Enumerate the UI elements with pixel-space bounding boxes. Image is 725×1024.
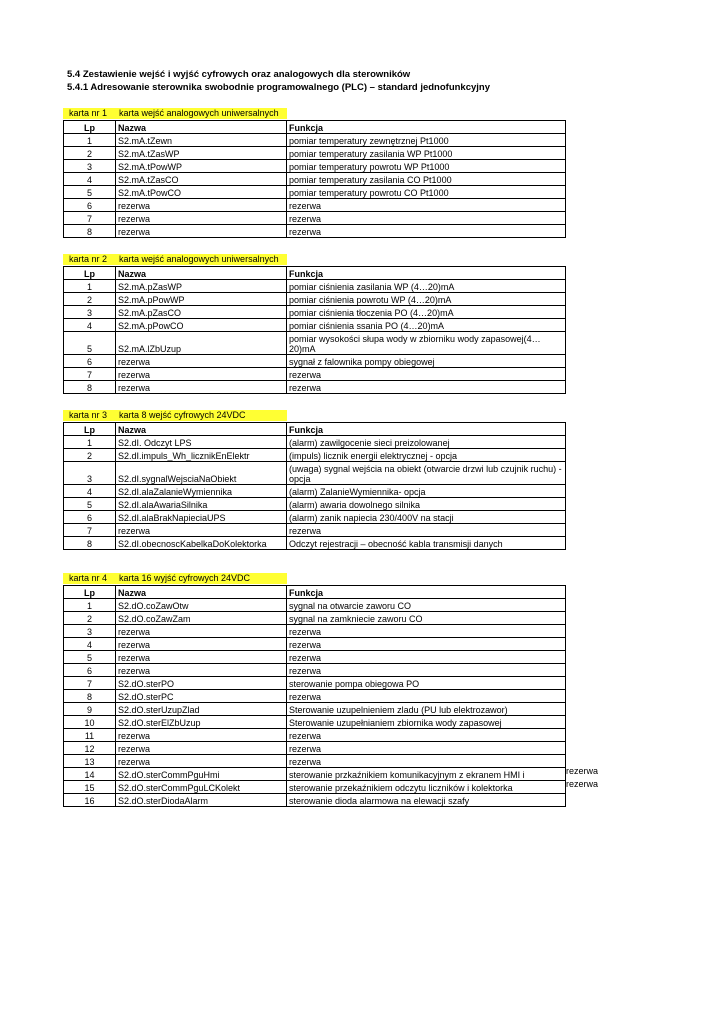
cell-nazwa: S2.dI.alaAwariaSilnika (116, 498, 287, 511)
cell-nazwa: rezerwa (116, 199, 287, 212)
table-row (64, 306, 566, 319)
cell-lp: 3 (64, 625, 116, 638)
cell-lp: 4 (64, 638, 116, 651)
table-row (64, 212, 566, 225)
cell-funkcja: pomiar temperatury powrotu CO Pt1000 (287, 186, 566, 199)
cell-nazwa: rezerwa (116, 212, 287, 225)
cell-funkcja: rezerwa (287, 381, 566, 394)
cell-nazwa: rezerwa (116, 225, 287, 238)
table-header-row (64, 586, 566, 599)
card-banner (63, 573, 565, 584)
cell-lp: 7 (64, 677, 116, 690)
cell-nazwa: S2.dI.impuls_Wh_licznikEnElektr (116, 449, 287, 462)
cell-funkcja: rezerwa (287, 755, 566, 768)
cell-funkcja: sygnal na zamkniecie zaworu CO (287, 612, 566, 625)
cell-nazwa: rezerwa (116, 651, 287, 664)
table-row (64, 716, 566, 729)
header-funkcja: Funkcja (287, 267, 566, 280)
cell-lp: 8 (64, 537, 116, 550)
table-row (64, 436, 566, 449)
cell-nazwa: S2.dO.sterPC (116, 690, 287, 703)
cell-lp: 6 (64, 199, 116, 212)
cell-lp: 1 (64, 436, 116, 449)
table-header-row (64, 121, 566, 134)
table-row (64, 368, 566, 381)
cell-lp: 12 (64, 742, 116, 755)
table-row (64, 729, 566, 742)
table-row (64, 332, 566, 355)
cell-nazwa: S2.dI.alaBrakNapieciaUPS (116, 511, 287, 524)
cell-nazwa: S2.mA.tPowWP (116, 160, 287, 173)
header-nazwa: Nazwa (116, 423, 287, 436)
cell-nazwa: S2.mA.pPowWP (116, 293, 287, 306)
cell-funkcja: (alarm) ZalanieWymiennika- opcja (287, 485, 566, 498)
table-row (64, 280, 566, 293)
cell-nazwa: S2.dO.sterCommPguLCKolekt (116, 781, 287, 794)
card-4-section (63, 573, 565, 807)
cell-nazwa: rezerwa (116, 638, 287, 651)
header-nazwa: Nazwa (116, 121, 287, 134)
cell-lp: 5 (64, 498, 116, 511)
cell-funkcja: rezerwa (287, 651, 566, 664)
cell-funkcja: pomiar wysokości słupa wody w zbiorniku wody zapasowej(4…20)mA (287, 332, 566, 355)
cell-lp: 3 (64, 306, 116, 319)
cell-nazwa: S2.dI.obecnoscKabelkaDoKolektorka (116, 537, 287, 550)
header-lp: Lp (64, 121, 116, 134)
cell-funkcja: sygnał z falownika pompy obiegowej (287, 355, 566, 368)
cell-funkcja: rezerwa (287, 729, 566, 742)
cell-funkcja: (impuls) licznik energii elektrycznej - opcja (287, 449, 566, 462)
cell-nazwa: rezerwa (116, 742, 287, 755)
card-banner (63, 108, 565, 119)
table-row (64, 355, 566, 368)
subsection-heading: 5.4.1 Adresowanie sterownika swobodnie programowalnego (PLC) – standard jednofunkcyjny (67, 82, 491, 93)
cell-lp: 3 (64, 462, 116, 485)
cell-lp: 5 (64, 651, 116, 664)
cell-lp: 9 (64, 703, 116, 716)
table-row (64, 612, 566, 625)
cell-lp: 5 (64, 332, 116, 355)
cell-funkcja: (alarm) zawilgocenie sieci preizolowanej (287, 436, 566, 449)
cell-funkcja: rezerwa (287, 524, 566, 537)
table-row (64, 677, 566, 690)
cell-funkcja: pomiar temperatury zasilania CO Pt1000 (287, 173, 566, 186)
card-banner (63, 410, 565, 421)
io-table (63, 422, 566, 550)
cell-nazwa: rezerwa (116, 355, 287, 368)
cell-nazwa: rezerwa (116, 524, 287, 537)
cell-nazwa: S2.mA.pZasWP (116, 280, 287, 293)
cell-lp: 2 (64, 612, 116, 625)
cell-lp: 6 (64, 664, 116, 677)
card-3-section (63, 410, 565, 550)
cell-nazwa: rezerwa (116, 664, 287, 677)
table-row (64, 381, 566, 394)
table-row (64, 485, 566, 498)
cell-nazwa: rezerwa (116, 755, 287, 768)
cell-funkcja: Sterowanie uzupełnianiem zbiornika wody zapasowej (287, 716, 566, 729)
cell-funkcja: pomiar ciśnienia zasilania WP (4…20)mA (287, 280, 566, 293)
table-row (64, 199, 566, 212)
cell-lp: 2 (64, 449, 116, 462)
cell-lp: 1 (64, 599, 116, 612)
cell-nazwa: S2.dO.sterElZbUzup (116, 716, 287, 729)
cell-lp: 7 (64, 524, 116, 537)
card-label: karta nr 3 (69, 410, 108, 420)
cell-nazwa: S2.mA.tZasCO (116, 173, 287, 186)
cell-funkcja: pomiar temperatury powrotu WP Pt1000 (287, 160, 566, 173)
cell-nazwa: rezerwa (116, 368, 287, 381)
cell-nazwa: rezerwa (116, 381, 287, 394)
cell-nazwa: S2.dO.sterPO (116, 677, 287, 690)
card-label: karta nr 4 (69, 573, 108, 583)
cell-funkcja: rezerwa (287, 212, 566, 225)
cell-funkcja: sterowanie przkaźnikiem komunikacyjnym z ekranem HMI i (287, 768, 566, 781)
table-row (64, 755, 566, 768)
cell-lp: 11 (64, 729, 116, 742)
cell-funkcja: rezerwa (287, 199, 566, 212)
cell-funkcja: pomiar ciśnienia tłoczenia PO (4…20)mA (287, 306, 566, 319)
table-row (64, 498, 566, 511)
cell-funkcja: Odczyt rejestracji – obecność kabla transmisji danych (287, 537, 566, 550)
cell-nazwa: S2.mA.tPowCO (116, 186, 287, 199)
cell-lp: 3 (64, 160, 116, 173)
table-row (64, 768, 566, 781)
table-row (64, 651, 566, 664)
cell-lp: 6 (64, 511, 116, 524)
card-label: karta nr 1 (69, 108, 108, 118)
table-row (64, 134, 566, 147)
cell-lp: 1 (64, 134, 116, 147)
cell-funkcja: pomiar ciśnienia powrotu WP (4…20)mA (287, 293, 566, 306)
cell-funkcja: (alarm) zanik napiecia 230/400V na stacji (287, 511, 566, 524)
cell-lp: 13 (64, 755, 116, 768)
cell-funkcja: (alarm) awaria dowolnego silnika (287, 498, 566, 511)
cell-funkcja: rezerwa (287, 742, 566, 755)
cell-lp: 15 (64, 781, 116, 794)
section-heading: 5.4 Zestawienie wejść i wyjść cyfrowych oraz analogowych dla sterowników (67, 69, 411, 80)
table-row (64, 690, 566, 703)
header-funkcja: Funkcja (287, 423, 566, 436)
cell-funkcja: rezerwa (287, 368, 566, 381)
card-description: karta 16 wyjść cyfrowych 24VDC (119, 573, 251, 583)
cell-funkcja: Sterowanie uzupelnieniem zladu (PU lub elektrozawor) (287, 703, 566, 716)
cell-funkcja: rezerwa (287, 690, 566, 703)
table-row (64, 462, 566, 485)
table-row (64, 173, 566, 186)
cell-lp: 2 (64, 293, 116, 306)
cell-nazwa: S2.dO.coZawOtw (116, 599, 287, 612)
table-row (64, 537, 566, 550)
table-row (64, 664, 566, 677)
cell-nazwa: S2.dI.sygnalWejsciaNaObiekt (116, 462, 287, 485)
cell-funkcja: sterowanie przekaźnikiem odczytu liczników i kolektorka (287, 781, 566, 794)
cell-nazwa: S2.dO.coZawZam (116, 612, 287, 625)
table-row (64, 449, 566, 462)
cell-lp: 14 (64, 768, 116, 781)
card-2-section (63, 254, 565, 394)
table-row (64, 319, 566, 332)
cell-lp: 4 (64, 485, 116, 498)
table-row (64, 293, 566, 306)
table-row (64, 794, 566, 807)
cell-lp: 8 (64, 381, 116, 394)
table-header-row (64, 267, 566, 280)
cell-nazwa: S2.mA.lZbUzup (116, 332, 287, 355)
cell-nazwa: S2.dO.sterCommPguHmi (116, 768, 287, 781)
side-note: rezerwa (566, 779, 599, 789)
cell-funkcja: pomiar ciśnienia ssania PO (4…20)mA (287, 319, 566, 332)
cell-funkcja: sterowanie dioda alarmowa na elewacji szafy (287, 794, 566, 807)
side-note: rezerwa (566, 766, 599, 776)
cell-lp: 1 (64, 280, 116, 293)
cell-funkcja: pomiar temperatury zewnętrznej Pt1000 (287, 134, 566, 147)
cell-lp: 10 (64, 716, 116, 729)
card-description: karta wejść analogowych uniwersalnych (119, 108, 279, 118)
cell-nazwa: S2.mA.tZasWP (116, 147, 287, 160)
cell-nazwa: S2.mA.pZasCO (116, 306, 287, 319)
cell-funkcja: rezerwa (287, 638, 566, 651)
cell-nazwa: S2.mA.tZewn (116, 134, 287, 147)
card-1-section (63, 108, 565, 238)
cell-funkcja: sterowanie pompa obiegowa PO (287, 677, 566, 690)
cell-nazwa: S2.dI. Odczyt LPS (116, 436, 287, 449)
table-row (64, 160, 566, 173)
io-table (63, 266, 566, 394)
header-nazwa: Nazwa (116, 586, 287, 599)
table-row (64, 781, 566, 794)
cell-lp: 8 (64, 690, 116, 703)
cell-nazwa: S2.mA.pPowCO (116, 319, 287, 332)
header-lp: Lp (64, 586, 116, 599)
table-row (64, 147, 566, 160)
table-header-row (64, 423, 566, 436)
table-row (64, 638, 566, 651)
cell-nazwa: rezerwa (116, 729, 287, 742)
cell-funkcja: pomiar temperatury zasilania WP Pt1000 (287, 147, 566, 160)
table-row (64, 225, 566, 238)
table-row (64, 703, 566, 716)
table-row (64, 599, 566, 612)
card-banner (63, 254, 565, 265)
table-row (64, 511, 566, 524)
cell-lp: 4 (64, 319, 116, 332)
header-funkcja: Funkcja (287, 586, 566, 599)
header-nazwa: Nazwa (116, 267, 287, 280)
cell-lp: 4 (64, 173, 116, 186)
header-lp: Lp (64, 423, 116, 436)
card-description: karta 8 wejść cyfrowych 24VDC (119, 410, 246, 420)
header-funkcja: Funkcja (287, 121, 566, 134)
table-row (64, 524, 566, 537)
card-label: karta nr 2 (69, 254, 108, 264)
cell-lp: 16 (64, 794, 116, 807)
cell-funkcja: rezerwa (287, 664, 566, 677)
cell-nazwa: S2.dI.alaZalanieWymiennika (116, 485, 287, 498)
cell-lp: 7 (64, 212, 116, 225)
card-description: karta wejść analogowych uniwersalnych (119, 254, 279, 264)
cell-nazwa: rezerwa (116, 625, 287, 638)
table-row (64, 186, 566, 199)
cell-lp: 2 (64, 147, 116, 160)
cell-funkcja: rezerwa (287, 625, 566, 638)
cell-funkcja: rezerwa (287, 225, 566, 238)
cell-lp: 8 (64, 225, 116, 238)
cell-lp: 5 (64, 186, 116, 199)
cell-lp: 7 (64, 368, 116, 381)
cell-nazwa: S2.dO.sterDiodaAlarm (116, 794, 287, 807)
cell-lp: 6 (64, 355, 116, 368)
header-lp: Lp (64, 267, 116, 280)
table-row (64, 625, 566, 638)
cell-nazwa: S2.dO.sterUzupZlad (116, 703, 287, 716)
io-table (63, 585, 566, 807)
io-table (63, 120, 566, 238)
table-row (64, 742, 566, 755)
cell-funkcja: sygnal na otwarcie zaworu CO (287, 599, 566, 612)
cell-funkcja: (uwaga) sygnal wejścia na obiekt (otwarcie drzwi lub czujnik ruchu) - opcja (287, 462, 566, 485)
